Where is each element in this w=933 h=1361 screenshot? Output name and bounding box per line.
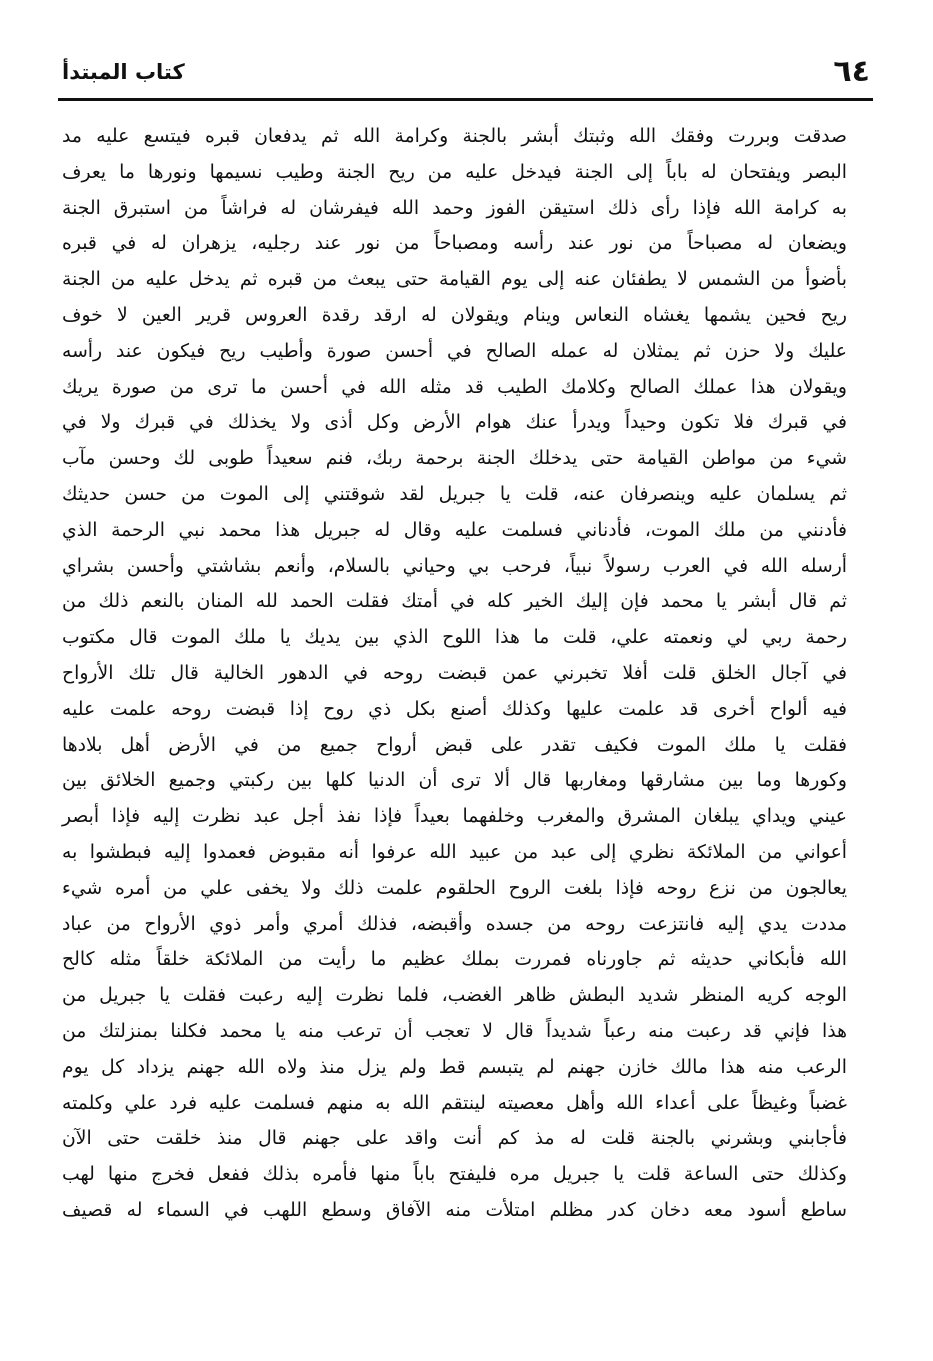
book-title: كتاب المبتدأ [62, 60, 185, 84]
text-line: فيه ألواح أخرى قد علمت عليها وكذلك أصنع بكل ذي روح إذا قبضت روحه علمت عليه [62, 698, 847, 720]
text-line: بأضوأ من الشمس لا يطفئان عنه إلى يوم القيامة حتى يبعث من قبره ثم يدخل عليه من الجنة [62, 269, 847, 291]
text-line: رحمة ربي لي ونعمته علي، قلت ما هذا اللوح الذي بين يديك يا ملك الموت قال مكتوب [62, 627, 847, 649]
text-line: يعالجون من نزع روحه فإذا بلغت الروح الحلقوم علمت ذلك ولا يخفى علي من أمره شيء [62, 877, 847, 899]
page-number: ٦٤ [833, 54, 870, 89]
page-header [62, 52, 870, 98]
text-line: فقلت يا ملك الموت فكيف تقدر على قبض أرواح جميع من في الأرض أهل بلادها [62, 734, 847, 756]
text-line: فأجابني وبشرني بالجنة قلت له مذ كم أنت واقد على جهنم قال منذ خلقت حتى الآن [62, 1128, 847, 1150]
text-line: أعواني من الملائكة نظري إلى عبد من عبيد الله عرفوا أنه مقبوض فعمدوا إليه فبطشوا به [62, 841, 847, 863]
text-line: وكورها وما بين مشارقها ومغاربها قال ألا ترى أن الدنيا كلها بين ركبتي وجميع الخلائق بين [62, 770, 847, 792]
text-line: الوجه كريه المنظر شديد البطش ظاهر الغضب، فلما نظرت إليه رعبت فقلت يا جبريل من [62, 985, 847, 1007]
text-line: فأدنني من ملك الموت، فأدناني فسلمت عليه وقال له جبريل هذا محمد نبي الرحمة الذي [62, 519, 847, 541]
text-line: ويضعان له مصباحاً من نور عند رأسه ومصباحاً من نور عند رجليه، يزهران له في قبره [62, 233, 847, 255]
header-divider [58, 98, 873, 101]
text-line: ساطع أسود معه دخان كدر مظلم امتلأت منه الآفاق وسطع اللهب في السماء له قصيف [62, 1199, 847, 1221]
text-line: عليك ولا حزن ثم يمثلان له عمله الصالح في أحسن صورة وأطيب ريح فيكون عند رأسه [62, 340, 847, 362]
text-line: أرسله الله في العرب رسولاً نبياً، فرحب بي وحياني بالسلام، وأنعم بشاشتي وأحسن بشراي [62, 555, 847, 577]
text-line: هذا فإني قد رعبت منه رعباً شديداً قال لا تعجب أن ترعب منه يا محمد فكلنا بمنزلتك من [62, 1020, 847, 1042]
text-line: الله فأبكاني حديثه ثم جاورناه فمررت بملك عظيم ما رأيت من الملائكة خلقاً مثله كالح [62, 949, 847, 971]
text-line: في آجال الخلق قلت أفلا تخبرني عمن قبضت روحه في الدهور الخالية قال تلك الأرواح [62, 662, 847, 684]
text-line: وكذلك حتى الساعة قلت يا جبريل مره فليفتح باباً منها فأمره بذلك ففعل فخرج منها لهب [62, 1164, 847, 1186]
text-line: مددت يدي إليه فانتزعت روحه من جسده وأقبضه، فذلك أمري وأمر ذوي الأرواح من عباد [62, 913, 847, 935]
text-line: غضباً وغيظاً على أعداء الله وأهل معصيته لينتقم الله به منهم فسلمت عليه فرد علي وكلمته [62, 1092, 847, 1114]
text-line: به كرامة الله فإذا رأى ذلك استيقن الفوز وحمد الله فيفرشان له فراشاً من استبرق الجنة [62, 197, 847, 219]
body-text [62, 119, 847, 1299]
text-line: شيء من مواطن القيامة حتى يدخلك الجنة برحمة ربك، فنم سعيداً طوبى لك وحسن مآب [62, 448, 847, 470]
text-line: الرعب منه هذا مالك خازن جهنم لم يتبسم قط ولم يزل منذ ولاه الله جهنم يزداد كل يوم [62, 1056, 847, 1078]
text-line: في قبرك فلا تكون وحيداً ويدرأ عنك هوام الأرض وكل أذى ولا يخذلك في قبرك ولا في [62, 412, 847, 434]
text-line: ويقولان هذا عملك الصالح وكلامك الطيب قد مثله الله في أحسن ما ترى من صورة يريك [62, 376, 847, 398]
text-line: ريح فحين يشمها يغشاه النعاس وينام ويقولان له ارقد رقدة العروس قرير العين لا خوف [62, 304, 847, 326]
text-line: عيني ويداي يبلغان المشرق والمغرب وخلفهما بعيداً فإذا نفذ أجل عبد نظرت إليه فإذا أبصر [62, 806, 847, 828]
text-line: ثم قال أبشر يا محمد فإن إليك الخير كله في أمتك فقلت الحمد لله المنان بالنعم ذلك من [62, 591, 847, 613]
text-line: صدقت وبررت وفقك الله وثبتك أبشر بالجنة وكرامة الله ثم يدفعان قبره فيتسع عليه مد [62, 126, 847, 147]
text-line: البصر ويفتحان له باباً إلى الجنة فيدخل عليه من ريح الجنة وطيب نسيمها ونورها ما يعرف [62, 161, 847, 183]
text-line: ثم يسلمان عليه وينصرفان عنه، قلت يا جبريل لقد شوقتني إلى الموت من حسن حديثك [62, 483, 847, 505]
